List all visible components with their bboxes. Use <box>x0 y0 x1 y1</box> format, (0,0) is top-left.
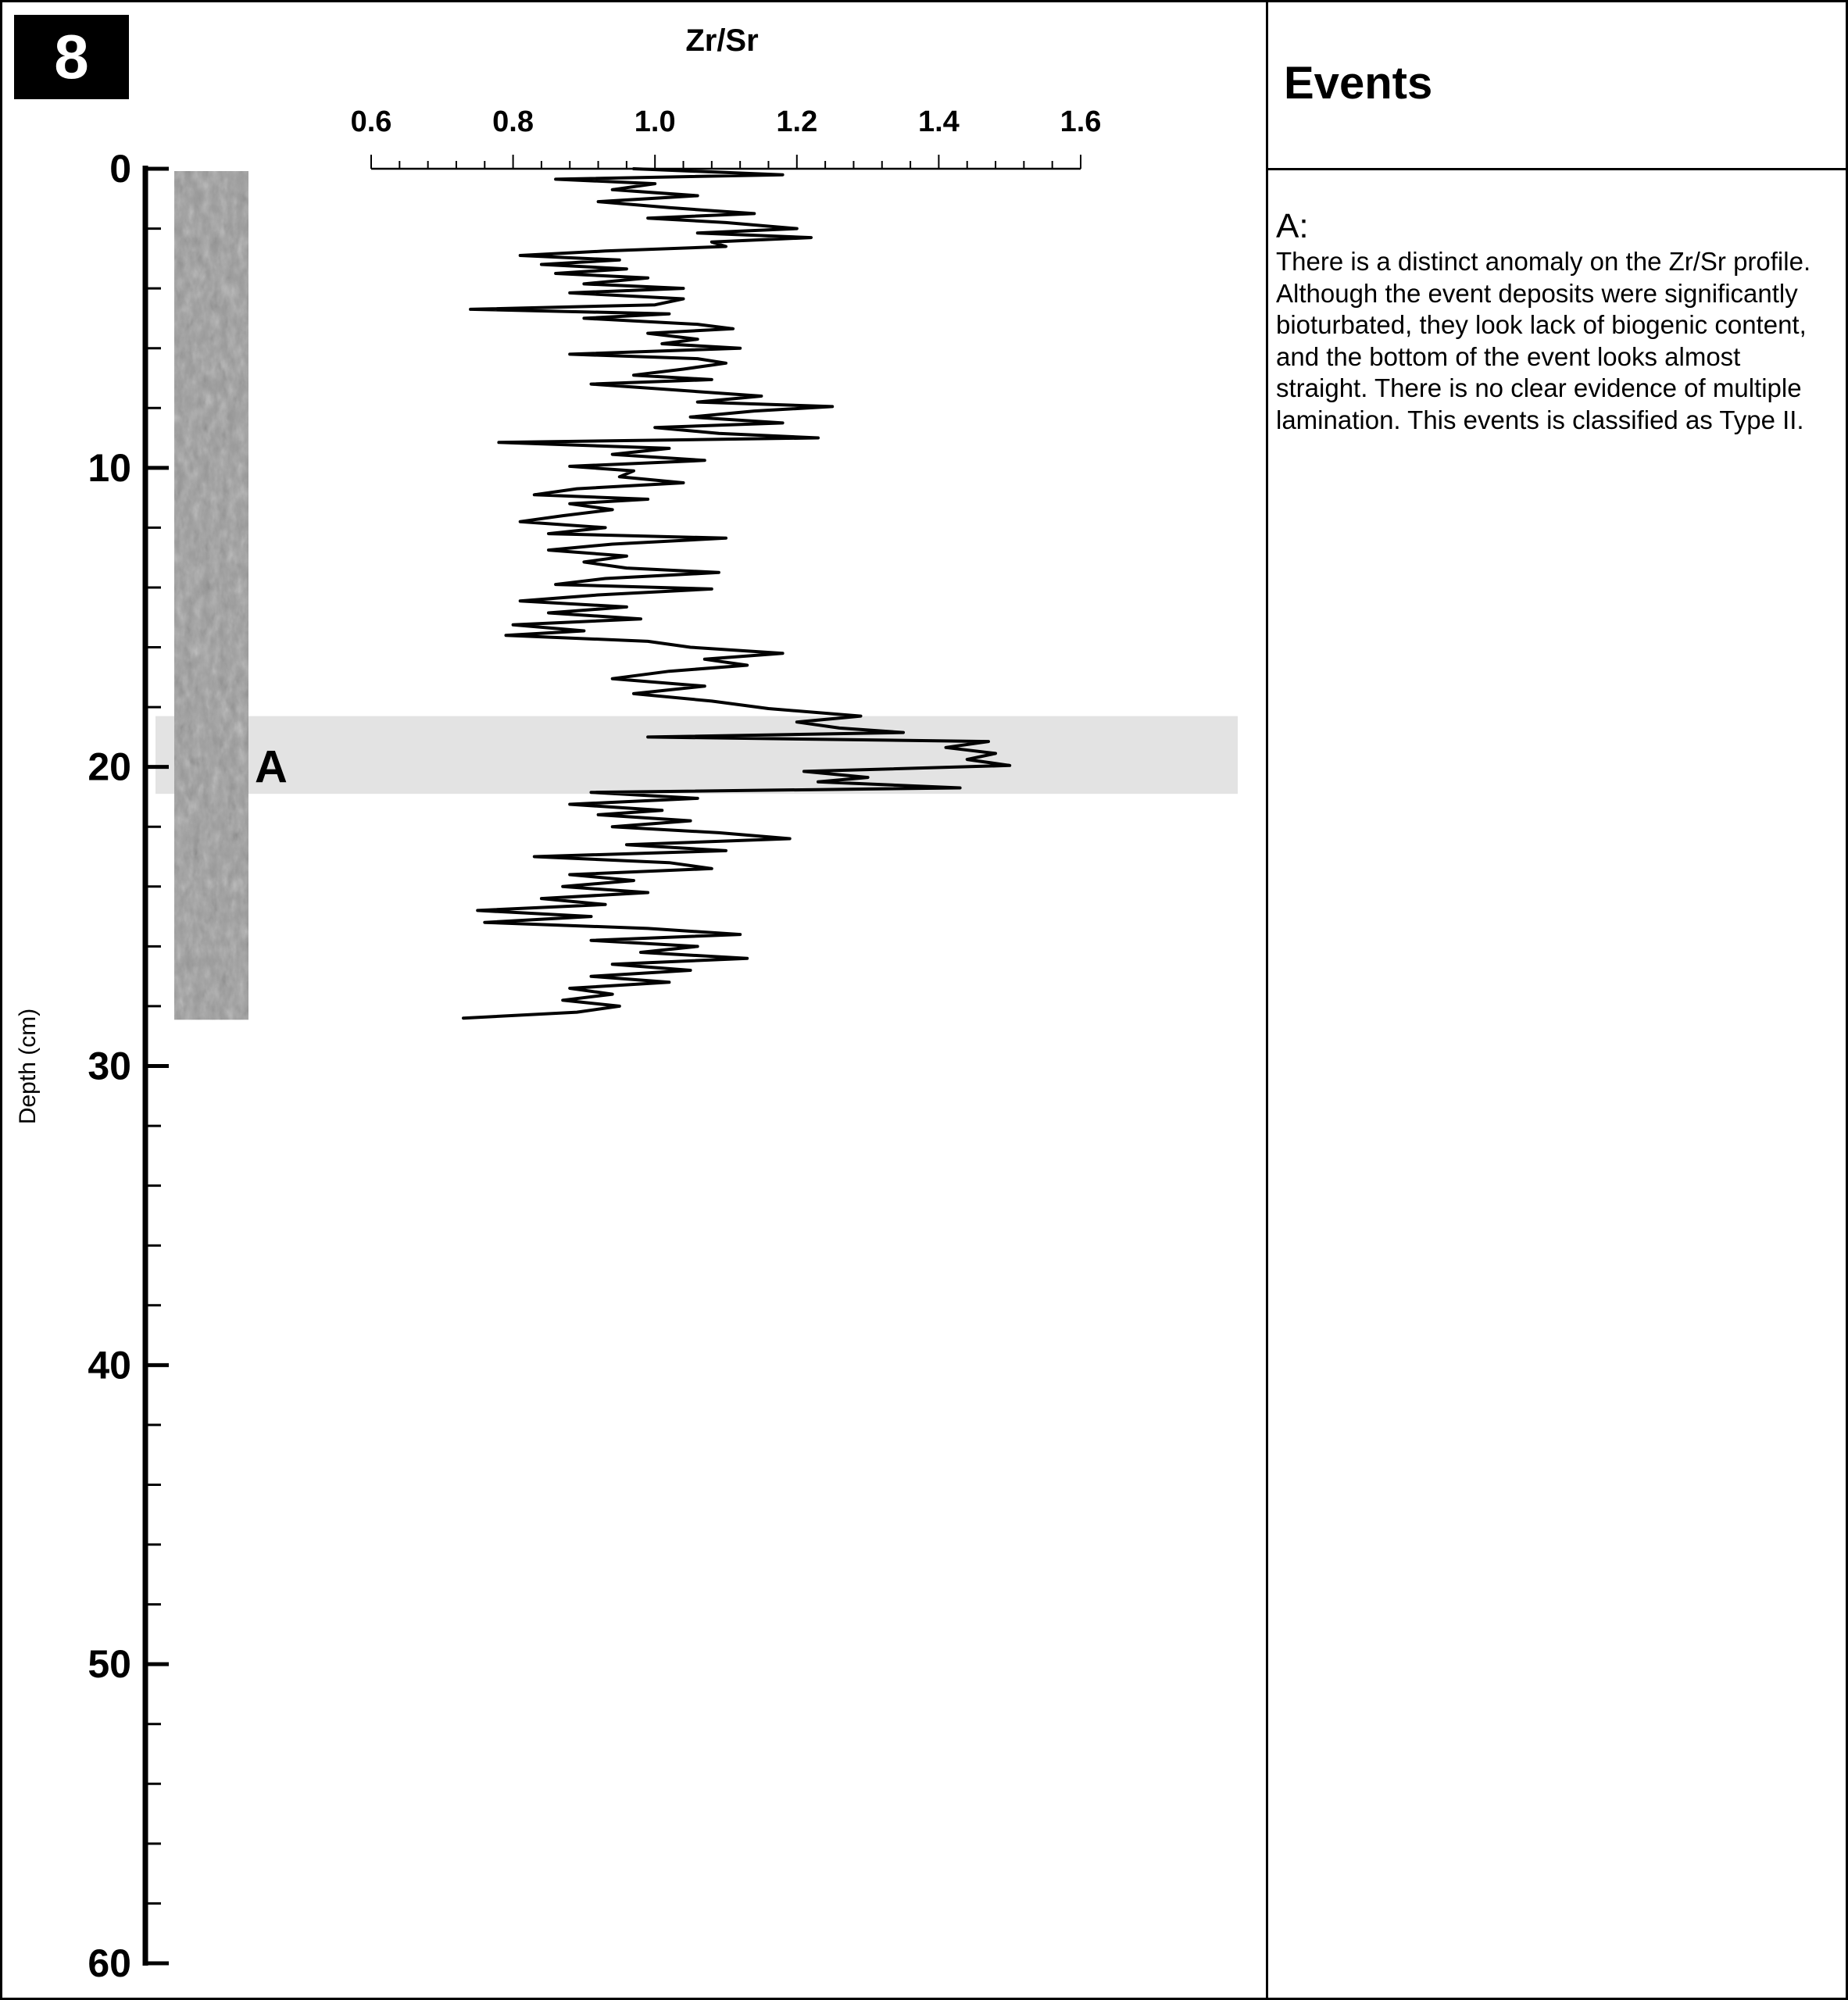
x-tick-label: 1.2 <box>776 105 818 138</box>
figure-number-badge: 8 <box>14 15 129 99</box>
y-tick-label: 50 <box>88 1642 131 1687</box>
event-a-description: There is a distinct anomaly on the Zr/Sr profile. Although the event deposits were significantly bioturbated, they look lack of biogenic content, and the bottom of the event looks almost straight. There is no clear evidence of multiple lamination. This events is classified as Type II. <box>1276 247 1811 434</box>
y-tick-label: 40 <box>88 1343 131 1388</box>
events-header-separator <box>1268 168 1848 170</box>
sediment-core-image <box>174 171 248 1020</box>
panel-divider <box>1266 2 1268 1999</box>
event-a-heading: A: <box>1276 207 1309 245</box>
event-a-highlight-band <box>155 716 1238 795</box>
y-tick-label: 60 <box>88 1941 131 1985</box>
events-title: Events <box>1284 58 1433 109</box>
chart-title: Zr/Sr <box>685 23 759 58</box>
x-axis <box>351 105 1102 169</box>
y-tick-label: 20 <box>88 745 131 789</box>
y-axis-label: Depth (cm) <box>15 1008 41 1125</box>
x-tick-label: 1.0 <box>634 105 676 138</box>
x-tick-label: 1.6 <box>1060 105 1102 138</box>
x-tick-label: 0.8 <box>492 105 534 138</box>
x-tick-label: 0.6 <box>350 105 392 138</box>
y-tick-label: 30 <box>88 1044 131 1088</box>
x-tick-label: 1.4 <box>917 105 960 138</box>
zr-sr-series-line <box>463 169 1010 1018</box>
y-axis <box>88 147 169 1985</box>
y-tick-label: 0 <box>109 147 131 191</box>
y-tick-label: 10 <box>88 445 131 490</box>
event-a-label: A <box>255 741 288 793</box>
